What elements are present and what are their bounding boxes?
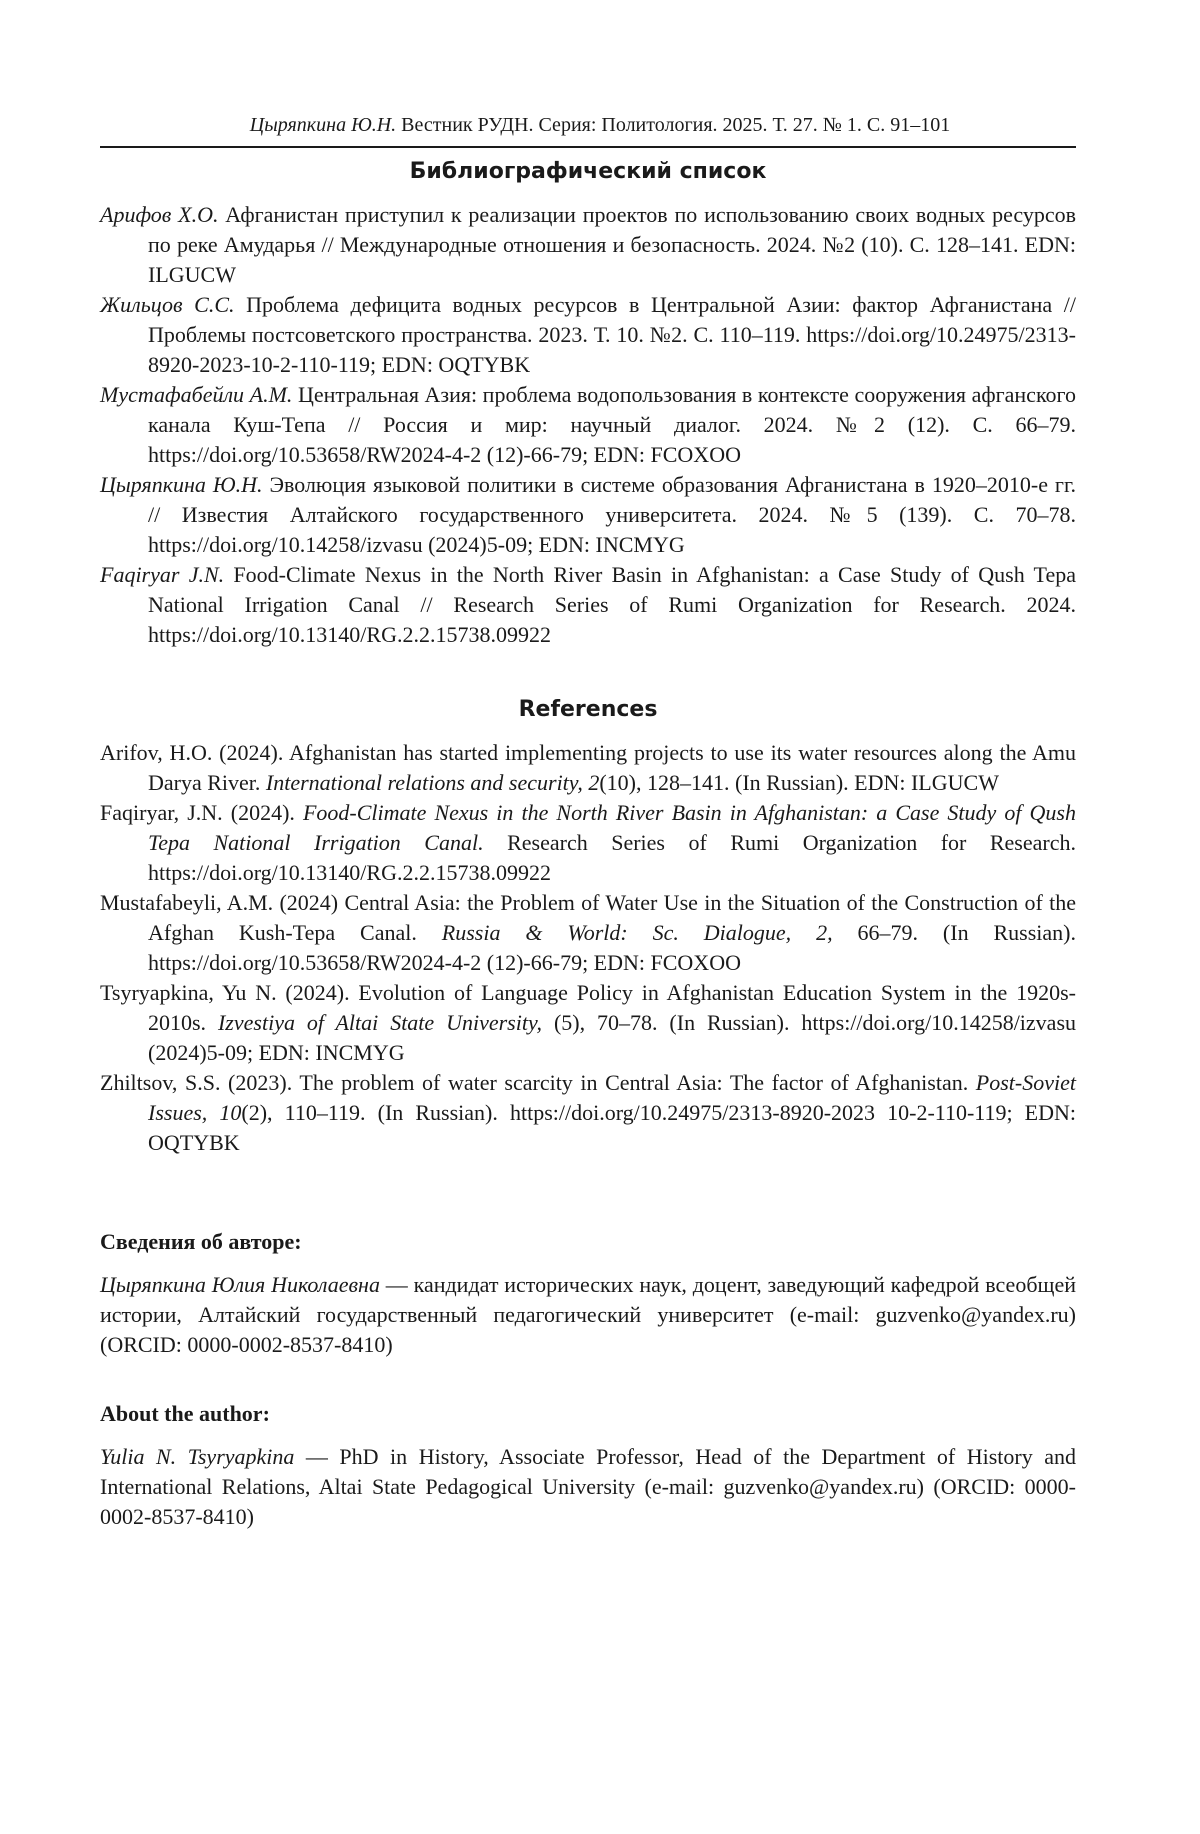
entry-author: Мустафабейли А.М. bbox=[100, 382, 292, 407]
reference-details: (5), 70–78. (In Russian). https://doi.org/10.14258/izvasu (2024)5-09; EDN: INCMYG bbox=[148, 1010, 1076, 1065]
reference-entry bbox=[100, 978, 1076, 1068]
reference-details: (10), 128–141. (In Russian). EDN: ILGUCW bbox=[599, 770, 999, 795]
author-en-heading: About the author: bbox=[100, 1400, 1076, 1428]
bibliography-heading: Библиографический список bbox=[100, 158, 1076, 186]
entry-text: Центральная Азия: проблема водопользования в контексте сооружения афганского канала Куш-Тепа // Россия и мир: научный диалог. 2024. №2 (12). С. 66–79. https://doi.org/10.53658/RW2024-4-2 (12)-66-79; EDN: FCOXOO bbox=[148, 382, 1076, 467]
author-en-text: — PhD in History, Associate Professor, Head of the Department of History and International Relations, Altai State Pedagogical University (e-mail: guzvenko@yandex.ru) (ORCID: 0000-0002-8537-8410) bbox=[100, 1444, 1076, 1529]
bibliography-entry bbox=[100, 470, 1076, 560]
running-header-author: Цыряпкина Ю.Н. bbox=[250, 114, 396, 136]
reference-text: Zhiltsov, S.S. (2023). The problem of water scarcity in Central Asia: The factor of Afghanistan. bbox=[100, 1070, 976, 1095]
author-ru-info bbox=[100, 1270, 1076, 1360]
reference-entry bbox=[100, 798, 1076, 888]
header-rule bbox=[100, 146, 1076, 148]
reference-source: Russia & World: Sc. Dialogue, 2, bbox=[442, 920, 833, 945]
bibliography-entry bbox=[100, 380, 1076, 470]
reference-details: 66–79. (In Russian). https://doi.org/10.53658/RW2024-4-2 (12)-66-79; EDN: FCOXOO bbox=[148, 920, 1076, 975]
reference-source: Post-Soviet Issues, 10 bbox=[148, 1070, 1076, 1125]
entry-text: Афганистан приступил к реализации проектов по использованию своих водных ресурсов по реке Амударья // Международные отношения и безопасность. 2024. №2 (10). С. 128–141. EDN: ILGUCW bbox=[148, 202, 1076, 287]
running-header bbox=[100, 113, 1100, 137]
reference-entry bbox=[100, 1068, 1076, 1158]
running-header-journal: Вестник РУДН. Серия: Политология. 2025. Т. 27. № 1. С. 91–101 bbox=[401, 114, 950, 136]
bibliography-entry bbox=[100, 290, 1076, 380]
journal-page bbox=[0, 0, 1200, 1834]
reference-details: (2), 110–119. (In Russian). https://doi.org/10.24975/2313-8920-2023 10-2-110-119; EDN: OQTYBK bbox=[148, 1100, 1076, 1155]
reference-source: International relations and security, 2 bbox=[266, 770, 599, 795]
author-en-info bbox=[100, 1442, 1076, 1532]
reference-text: Tsyryapkina, Yu N. (2024). Evolution of Language Policy in Afghanistan Education System in the 1920s-2010s. bbox=[100, 980, 1076, 1035]
reference-details: Research Series of Rumi Organization for Research. https://doi.org/10.13140/RG.2.2.15738.09922 bbox=[148, 830, 1076, 885]
author-ru-name: Цыряпкина Юлия Николаевна bbox=[100, 1272, 380, 1297]
bibliography-entry bbox=[100, 560, 1076, 650]
reference-source: Food-Climate Nexus in the North River Basin in Afghanistan: a Case Study of Qush Tepa National Irrigation Canal. bbox=[148, 800, 1076, 855]
entry-text: Проблема дефицита водных ресурсов в Центральной Азии: фактор Афганистана // Проблемы постсоветского пространства. 2023. Т. 10. №2. С. 110–119. https://doi.org/10.24975/2313-8920-2023-10-2-110-119; EDN: OQTYBK bbox=[148, 292, 1076, 377]
author-ru-text: — кандидат исторических наук, доцент, заведующий кафедрой всеобщей истории, Алтайский государственный педагогический университет (e-mail: guzvenko@yandex.ru) (ORCID: 0000-0002-8537-8410) bbox=[100, 1272, 1076, 1357]
entry-author: Цыряпкина Ю.Н. bbox=[100, 472, 263, 497]
entry-text: Эволюция языковой политики в системе образования Афганистана в 1920–2010-е гг. // Известия Алтайского государственного университета. 2024. №5 (139). С. 70–78. https://doi.org/10.14258/izvasu (2024)5-09; EDN: INCMYG bbox=[148, 472, 1076, 557]
reference-entry bbox=[100, 738, 1076, 798]
entry-text: Food-Climate Nexus in the North River Basin in Afghanistan: a Case Study of Qush Tepa National Irrigation Canal // Research Series of Rumi Organization for Research. 2024. https://doi.org/10.13140/RG.2.2.15738.09922 bbox=[148, 562, 1076, 647]
entry-author: Жильцов С.С. bbox=[100, 292, 235, 317]
author-en-name: Yulia N. Tsyryapkina bbox=[100, 1444, 294, 1469]
reference-source: Izvestiya of Altai State University, bbox=[218, 1010, 542, 1035]
author-ru-heading: Сведения об авторе: bbox=[100, 1228, 1076, 1256]
references-heading: References bbox=[100, 696, 1076, 724]
entry-author: Faqiryar J.N. bbox=[100, 562, 224, 587]
reference-entry bbox=[100, 888, 1076, 978]
entry-author: Арифов Х.О. bbox=[100, 202, 218, 227]
reference-text: Faqiryar, J.N. (2024). bbox=[100, 800, 303, 825]
reference-text: Arifov, H.O. (2024). Afghanistan has started implementing projects to use its water resources along the Amu Darya River. bbox=[100, 740, 1076, 795]
reference-text: Mustafabeyli, A.M. (2024) Central Asia: the Problem of Water Use in the Situation of the Construction of the Afghan Kush-Tepa Canal. bbox=[100, 890, 1076, 945]
references-list bbox=[100, 738, 1076, 1158]
bibliography-list bbox=[100, 200, 1076, 650]
bibliography-entry bbox=[100, 200, 1076, 290]
